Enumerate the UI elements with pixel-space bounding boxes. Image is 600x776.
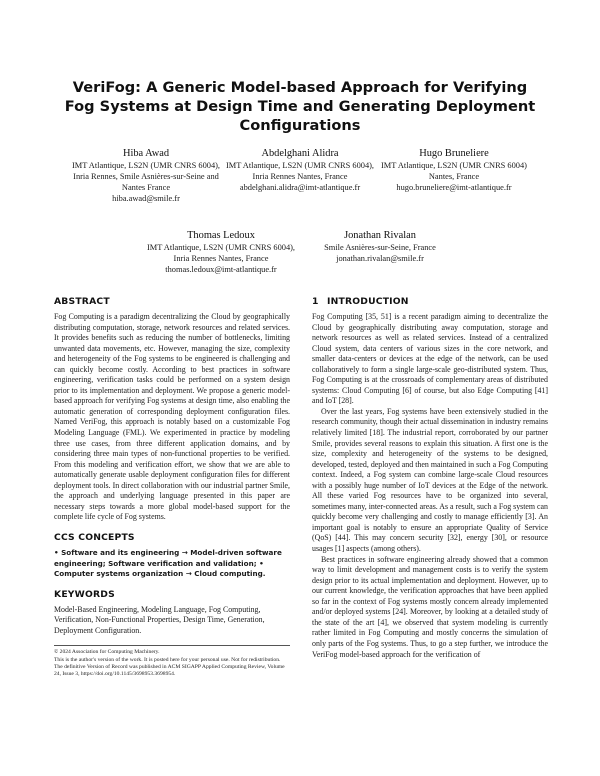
ccs-line-1: • Software and its engineering → Model-driven software engineering; Software verification and validation; (54, 547, 282, 568)
author-name: Thomas Ledoux (187, 230, 255, 241)
author-name: Jonathan Rivalan (344, 230, 416, 241)
introduction-heading (312, 296, 548, 308)
footnote-text: This is the author's version of the work. It is posted here for your personal use. Not for redistribution. The definitive Version of Record was published in ACM SIGAPP Applied Computing Review, Volume 24, Issue 3, https://doi.org/10.1145/3698953.3698954. (54, 656, 285, 677)
author-email: thomas.ledoux@imt-atlantique.fr (165, 264, 277, 274)
author-name: Hugo Bruneliere (419, 148, 489, 159)
author-block (378, 147, 530, 194)
author-block (222, 147, 378, 194)
author-block (71, 147, 221, 205)
author-email: abdelghani.alidra@imt-atlantique.fr (239, 182, 361, 192)
author-email: hiba.awad@smile.fr (112, 193, 180, 203)
intro-paragraph-3: Best practices in software engineering already showed that a common way to limit development and management costs is to verify the system design prior to its actual implementation and deployment. However, up to our current knowledge, the verification approaches that have been applied so far in the context of Fog systems mostly concern already implemented and/or deployed systems [24]. Moreover, by looking at a detailed study of the state of the art [4], we observed that system modeling is currently rather limited in Fog Computing and mostly concerns the simulation of only parts of the Fog systems. Thus, to go a step further, we introduce the VeriFog model-based approach for the verification of (312, 554, 548, 659)
ccs-concepts (54, 548, 290, 580)
right-column (312, 296, 548, 660)
author-email: jonathan.rivalan@smile.fr (336, 253, 424, 263)
abstract-text: Fog Computing is a paradigm decentralizing the Cloud by geographically distributing computation, storage, network resources and related services. It provides benefits such as reducing the number of bottlenecks, limiting unwanted data movements, etc. However, managing the size, complexity and heterogeneity of the Fog systems to be engineered is challenging and can quickly become costly. According to best practices in software engineering, verification tasks could be performed on a system design prior to its implementation and deployment. We propose a generic model-based approach for verifying Fog systems at design time, also enabling the automatic generation of corresponding deployment configuration files. Named VeriFog, this approach is notably based on a customizable Fog Modeling Language (FML). We experimented in practice by modeling three use cases, from three different application domains, and by considering three main types of non-functional properties to be verified. From this modeling and verification effort, we show that we are able to automatically generate usable deployment configuration files for different deployment tools. In direct collaboration with our industrial partner Smile, the approach and underlying language presented in this paper are necessary steps towards a more global model-based support for the complete life cycle of Fog systems. (54, 312, 290, 522)
author-affiliation: Smile Asnières-sur-Seine, France (324, 243, 436, 252)
ccs-heading: CCS CONCEPTS (54, 531, 135, 543)
keywords-text: Model-Based Engineering, Modeling Language, Fog Computing, Verification, Non-Functional Properties, Design Time, Generation, Deployment Configuration. (54, 604, 265, 635)
section-title: INTRODUCTION (327, 296, 409, 307)
ccs-line-2: • Computer systems organization → Cloud computing. (54, 558, 266, 579)
author-email: hugo.bruneliere@imt-atlantique.fr (396, 182, 512, 192)
intro-paragraph-1: Fog Computing [35, 51] is a recent paradigm aiming to decentralize the Cloud by geographically distributing away computation, storage and network resources as well as related services. Instead of a centralized Cloud system, data centers of various sizes in the core network, and smaller data-centers or devices at the edge of the network, can be used collaboratively to form a single large-scale geo-distributed system. Thus, Fog Computing is at the crossroads of complementary areas of distributed systems: Cloud Computing [6] of course, but also Edge Computing [41] and IoT [28]. (312, 312, 548, 406)
copyright-footnote (54, 645, 290, 678)
copyright-line: © 2024 Association for Computing Machinery. (54, 649, 160, 656)
author-affiliation: IMT Atlantique, LS2N (UMR CNRS 6004), Inria Rennes Nantes, France (146, 243, 296, 263)
keywords-heading: KEYWORDS (54, 588, 115, 600)
author-affiliation: IMT Atlantique, LS2N (UMR CNRS 6004) Nantes, France (381, 161, 527, 181)
abstract-heading: ABSTRACT (54, 296, 110, 307)
author-name: Hiba Awad (122, 148, 170, 159)
section-number: 1 (312, 296, 319, 307)
author-affiliation: IMT Atlantique, LS2N (UMR CNRS 6004), Inria Rennes, Smile Asnières-sur-Seine and Nantes France (71, 161, 221, 192)
author-name: Abdelghani Alidra (261, 148, 339, 159)
author-block (302, 229, 458, 265)
author-block (146, 229, 296, 276)
paper-title: VeriFog: A Generic Model-based Approach for Verifying Fog Systems at Design Time and Generating Deployment Configurations (64, 79, 536, 134)
author-affiliation: IMT Atlantique, LS2N (UMR CNRS 6004), Inria Rennes Nantes, France (225, 161, 375, 181)
left-column (54, 296, 290, 678)
intro-paragraph-2: Over the last years, Fog systems have been extensively studied in the research community, though their actual dissemination in industry remains relatively limited [18]. The industrial report, corroborated by our partner Smile, provides several reasons to explain this situation. A first one is the size, complexity and heterogeneity of the systems to be designed, developed, tested, deployed and then maintained in such a Fog Computing context. Indeed, a Fog system can combine large-scale Cloud resources with a possibly huge number of IoT devices at the Edge of the network. All these varied Fog resources have to be organized into several, sometimes many, inter-connected areas. As a result, such a Fog system can quickly become very challenging and costly to manage efficiently [3]. An important goal is notably to ensure an appropriate Quality of Service (QoS) [44]. This may concern security [32], energy [30], or resource usages [1] aspects (among others). (312, 406, 548, 554)
